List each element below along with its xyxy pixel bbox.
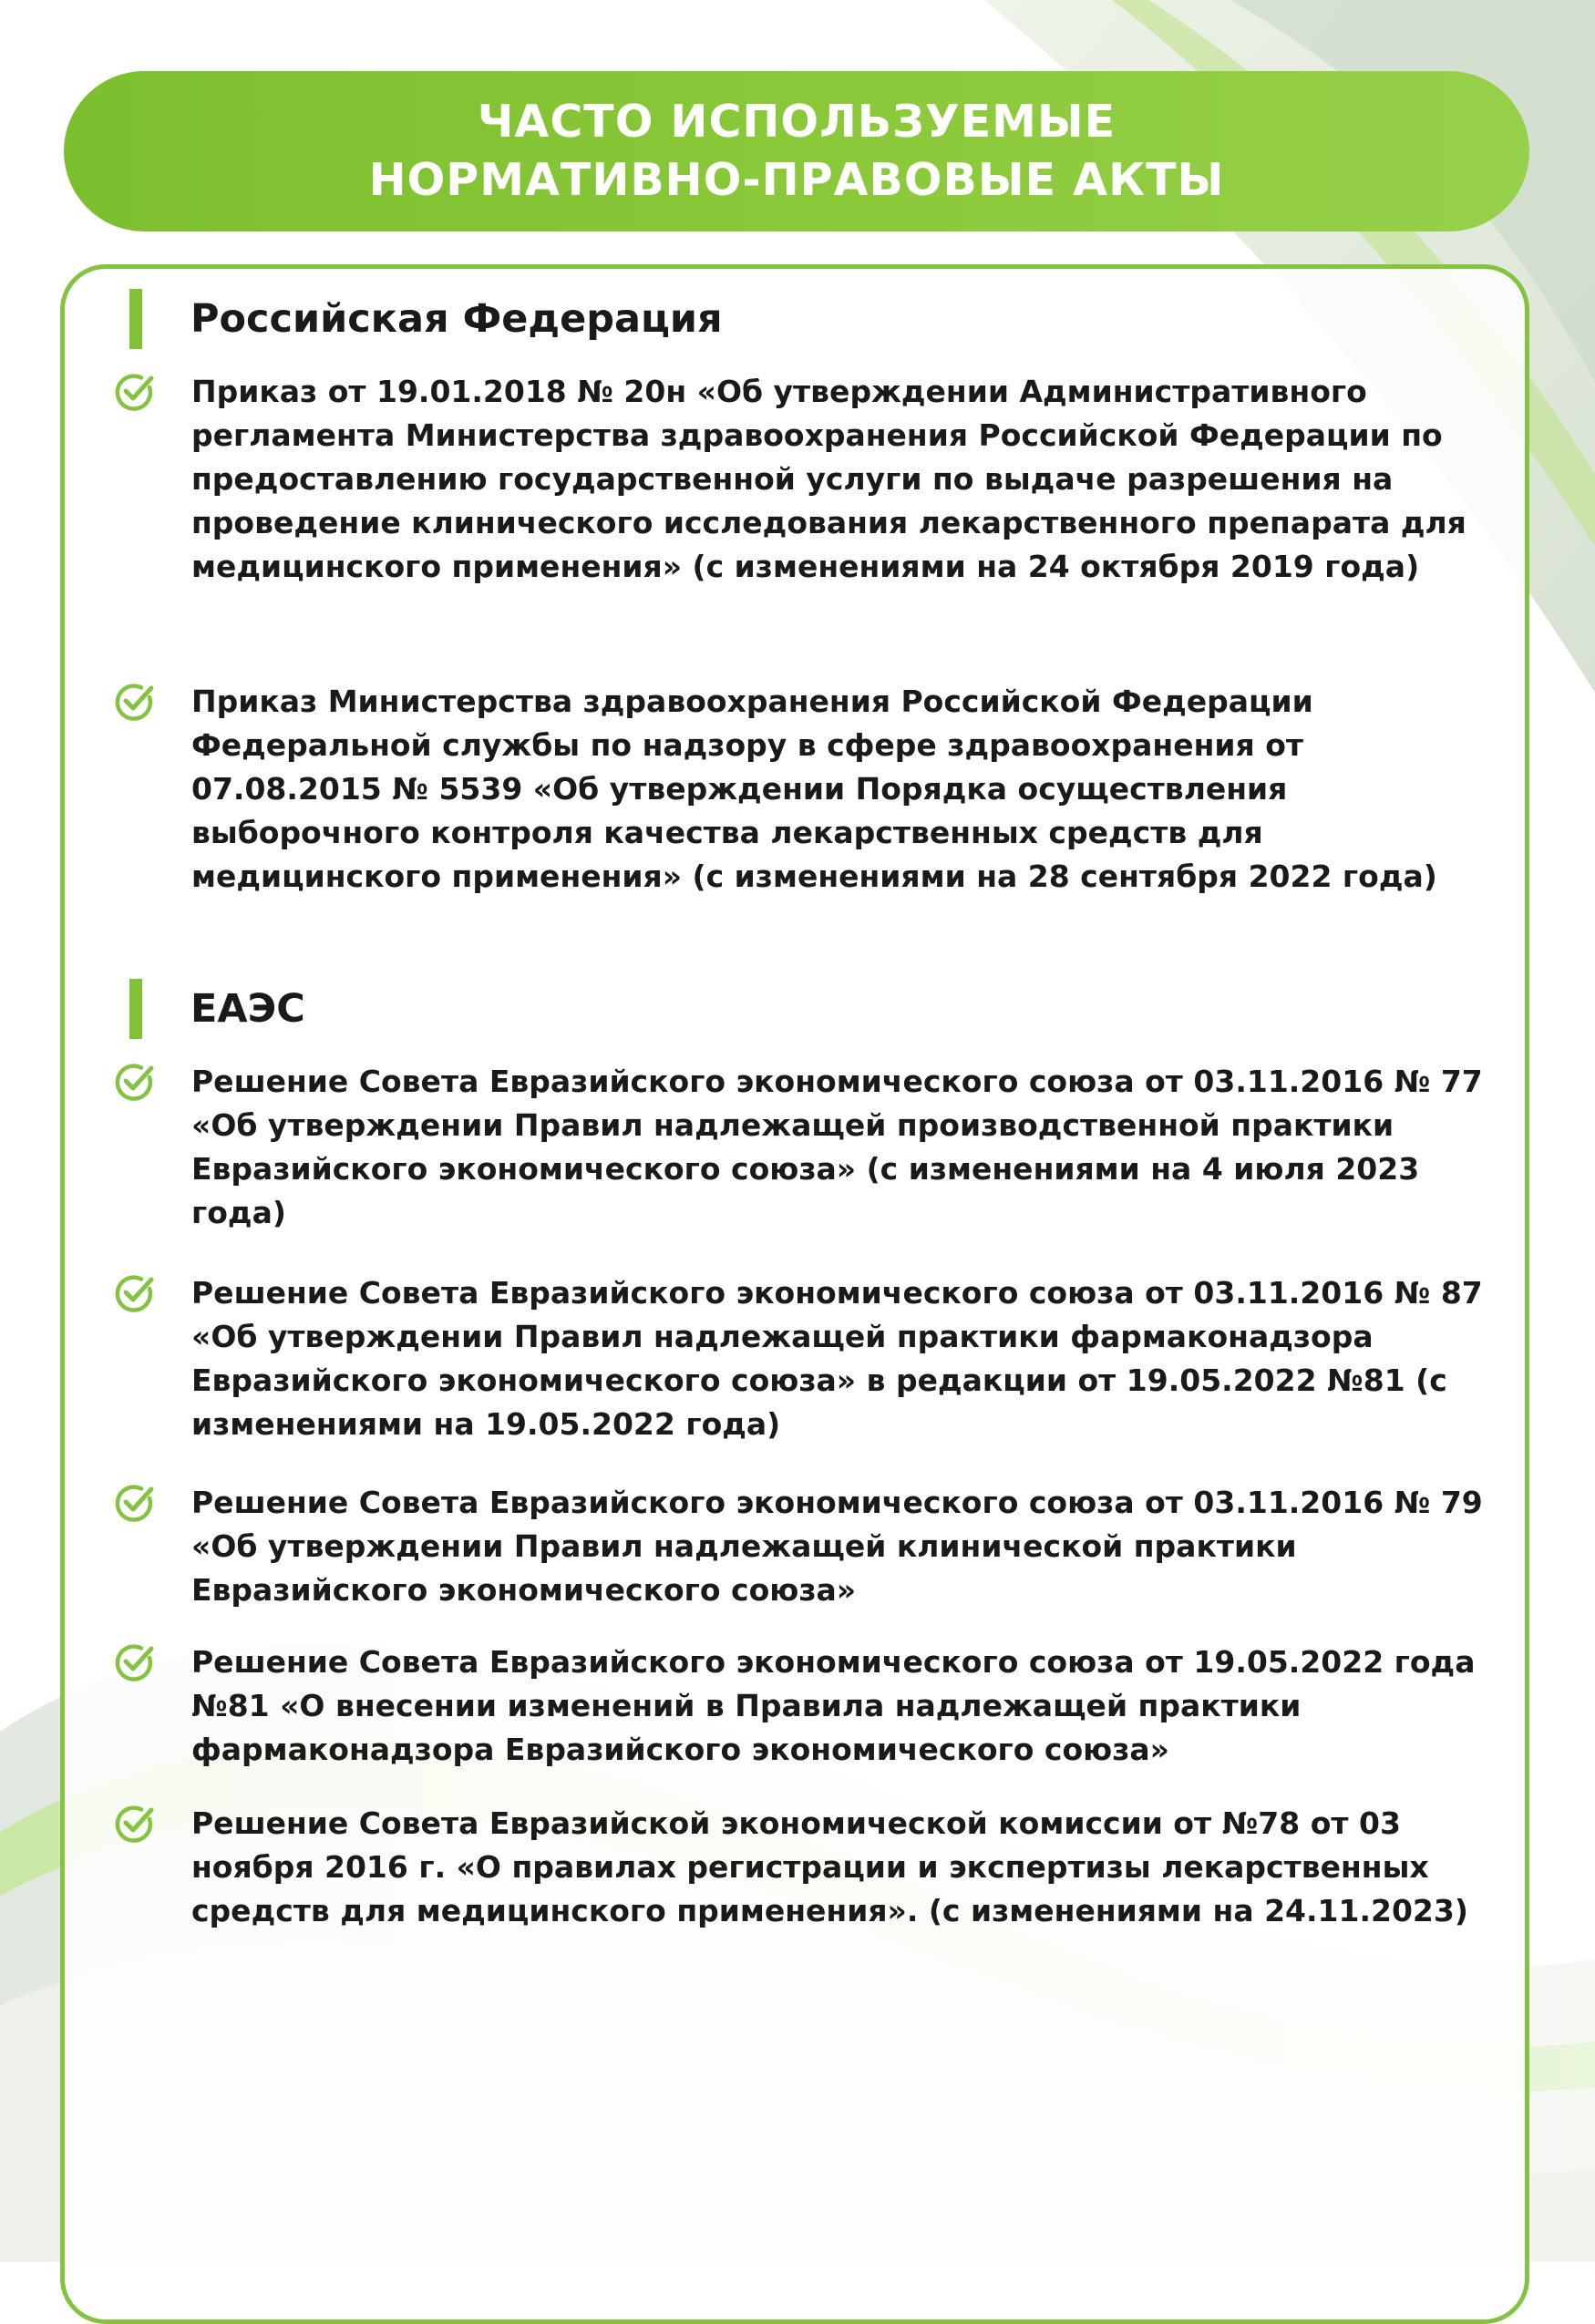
check-circle-icon (113, 1060, 157, 1104)
list-item-text: Решение Совета Евразийского экономического союза от 03.11.2016 № 77 «Об утверждении Правил надлежащей производственной практики Евразийского экономического союза» (с изменениями на 4 июля 2023 года) (191, 1064, 1483, 1230)
section-heading-russia (129, 289, 723, 349)
section-title: ЕАЭС (190, 986, 305, 1032)
list-item-text: Решение Совета Евразийской экономической комиссии от №78 от 03 ноября 2016 г. «О правилах регистрации и экспертизы лекарственных средств для медицинского применения». (с изменениями на 24.11.2023) (191, 1805, 1468, 1928)
section-heading-eaeu (129, 979, 305, 1039)
section-title: Российская Федерация (190, 296, 723, 342)
list-item-text: Решение Совета Евразийского экономического союза от 03.11.2016 № 79 «Об утверждении Правил надлежащей клинической практики Евразийского экономического союза» (191, 1485, 1483, 1608)
page-title-line-2: НОРМАТИВНО-ПРАВОВЫЕ АКТЫ (368, 154, 1225, 206)
check-circle-icon (113, 680, 157, 724)
list-item-text: Приказ от 19.01.2018 № 20н «Об утверждении Административного регламента Министерства здравоохранения Российской Федерации по предоставлению государственной услуги по выдаче разрешения на проведение клинического исследования лекарственного препарата для медицинского применения» (с изменениями на 24 октября 2019 года) (191, 374, 1466, 584)
section-accent-bar (129, 289, 142, 349)
list-item-text: Приказ Министерства здравоохранения Российской Федерации Федеральной службы по надзору в сфере здравоохранения от 07.08.2015 № 5539 «Об утверждении Порядка осуществления выборочного контроля качества лекарственных средств для медицинского применения» (с изменениями на 28 сентября 2022 года) (191, 684, 1437, 894)
section-accent-bar (129, 979, 142, 1039)
check-circle-icon (113, 370, 157, 414)
check-circle-icon (113, 1640, 157, 1684)
title-banner (64, 71, 1529, 231)
list-item-text: Решение Совета Евразийского экономического союза от 03.11.2016 № 87 «Об утверждении Правил надлежащей практики фармаконадзора Евразийского экономического союза» в редакции от 19.05.2022 №81 (с изменениями на 19.05.2022 года) (191, 1275, 1483, 1442)
check-circle-icon (113, 1271, 157, 1315)
list-item-text: Решение Совета Евразийского экономического союза от 19.05.2022 года №81 «О внесении изменений в Правила надлежащей практики фармаконадзора Евразийского экономического союза» (191, 1644, 1476, 1767)
page-title-line-1: ЧАСТО ИСПОЛЬЗУЕМЫЕ (477, 96, 1116, 148)
check-circle-icon (113, 1481, 157, 1525)
check-circle-icon (113, 1802, 157, 1846)
